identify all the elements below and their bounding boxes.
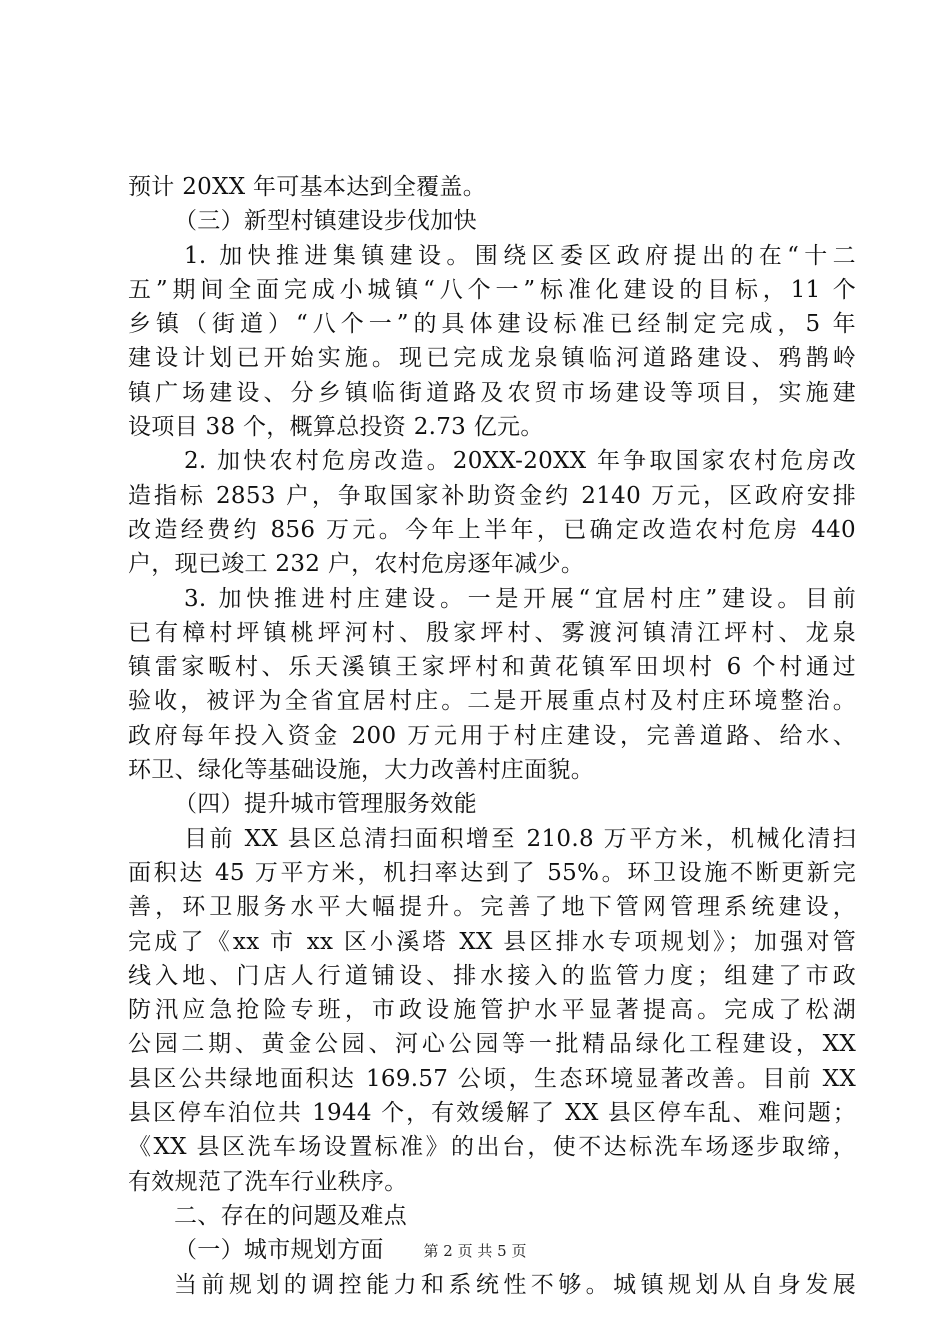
text-line: 防汛应急抢险专班，市政设施管护水平显著提高。完成了松湖 xyxy=(128,997,856,1024)
text-line: 县区公共绿地面积达 169.57 公顷，生态环境显著改善。目前 XX xyxy=(128,1065,856,1092)
text-line: 县区停车泊位共 1944 个，有效缓解了 XX 县区停车乱、难问题； xyxy=(128,1100,856,1127)
section-heading: （一）城市规划方面 xyxy=(174,1237,384,1264)
text-line: 验收，被评为全省宜居村庄。二是开展重点村及村庄环境整治。 xyxy=(128,688,856,715)
text-line: 镇雷家畈村、乐天溪镇王家坪村和黄花镇军田坝村 6 个村通过 xyxy=(128,654,856,681)
text-line: 已有樟村坪镇桃坪河村、殷家坪村、雾渡河镇清江坪村、龙泉 xyxy=(128,619,856,646)
text-line: 当前规划的调控能力和系统性不够。城镇规划从自身发展 xyxy=(174,1271,856,1298)
text-line: 2. 加快农村危房改造。20XX-20XX 年争取国家农村危房改 xyxy=(184,448,856,475)
text-line: 完成了《xx 市 xx 区小溪塔 XX 县区排水专项规划》；加强对管 xyxy=(128,928,856,955)
text-line: 预计 20XX 年可基本达到全覆盖。 xyxy=(128,174,487,200)
text-line: 线入地、门店人行道铺设、排水接入的监管力度；组建了市政 xyxy=(128,962,856,989)
text-line: 五”期间全面完成小城镇“八个一”标准化建设的目标，11 个 xyxy=(128,276,856,303)
text-line: 建设计划已开始实施。现已完成龙泉镇临河道路建设、鸦鹊岭 xyxy=(128,345,856,372)
page-footer xyxy=(0,1240,950,1261)
section-heading: 二、存在的问题及难点 xyxy=(174,1202,407,1229)
text-line: 公园二期、黄金公园、河心公园等一批精品绿化工程建设，XX xyxy=(128,1031,856,1058)
text-line: 环卫、绿化等基础设施，大力改善村庄面貌。 xyxy=(128,757,594,784)
text-line: 目前 XX 县区总清扫面积增至 210.8 万平方米，机械化清扫 xyxy=(184,825,856,852)
text-line: 《XX 县区洗车场设置标准》的出台，使不达标洗车场逐步取缔， xyxy=(128,1134,856,1161)
text-line: 改造经费约 856 万元。今年上半年，已确定改造农村危房 440 xyxy=(128,516,856,543)
page-number: 第 2 页 共 5 页 xyxy=(423,1242,527,1260)
text-line: 有效规范了洗车行业秩序。 xyxy=(128,1168,408,1195)
text-line: 面积达 45 万平方米，机扫率达到了 55%。环卫设施不断更新完 xyxy=(128,859,856,886)
text-line: 政府每年投入资金 200 万元用于村庄建设，完善道路、给水、 xyxy=(128,722,856,749)
text-line: 设项目 38 个，概算总投资 2.73 亿元。 xyxy=(128,414,544,441)
section-heading: （四）提升城市管理服务效能 xyxy=(174,791,477,818)
text-line: 镇广场建设、分乡镇临街道路及农贸市场建设等项目，实施建 xyxy=(128,379,856,406)
section-heading: （三）新型村镇建设步伐加快 xyxy=(174,208,477,235)
text-line: 造指标 2853 户，争取国家补助资金约 2140 万元，区政府安排 xyxy=(128,482,856,509)
text-line: 1. 加快推进集镇建设。围绕区委区政府提出的在“十二 xyxy=(184,242,856,269)
text-line: 3. 加快推进村庄建设。一是开展“宜居村庄”建设。目前 xyxy=(184,585,856,612)
document-body xyxy=(128,170,856,1302)
text-line: 乡镇（街道）“八个一”的具体建设标准已经制定完成，5 年 xyxy=(128,311,856,338)
text-line: 户，现已竣工 232 户，农村危房逐年减少。 xyxy=(128,551,585,578)
text-line: 善，环卫服务水平大幅提升。完善了地下管网管理系统建设， xyxy=(128,894,856,921)
